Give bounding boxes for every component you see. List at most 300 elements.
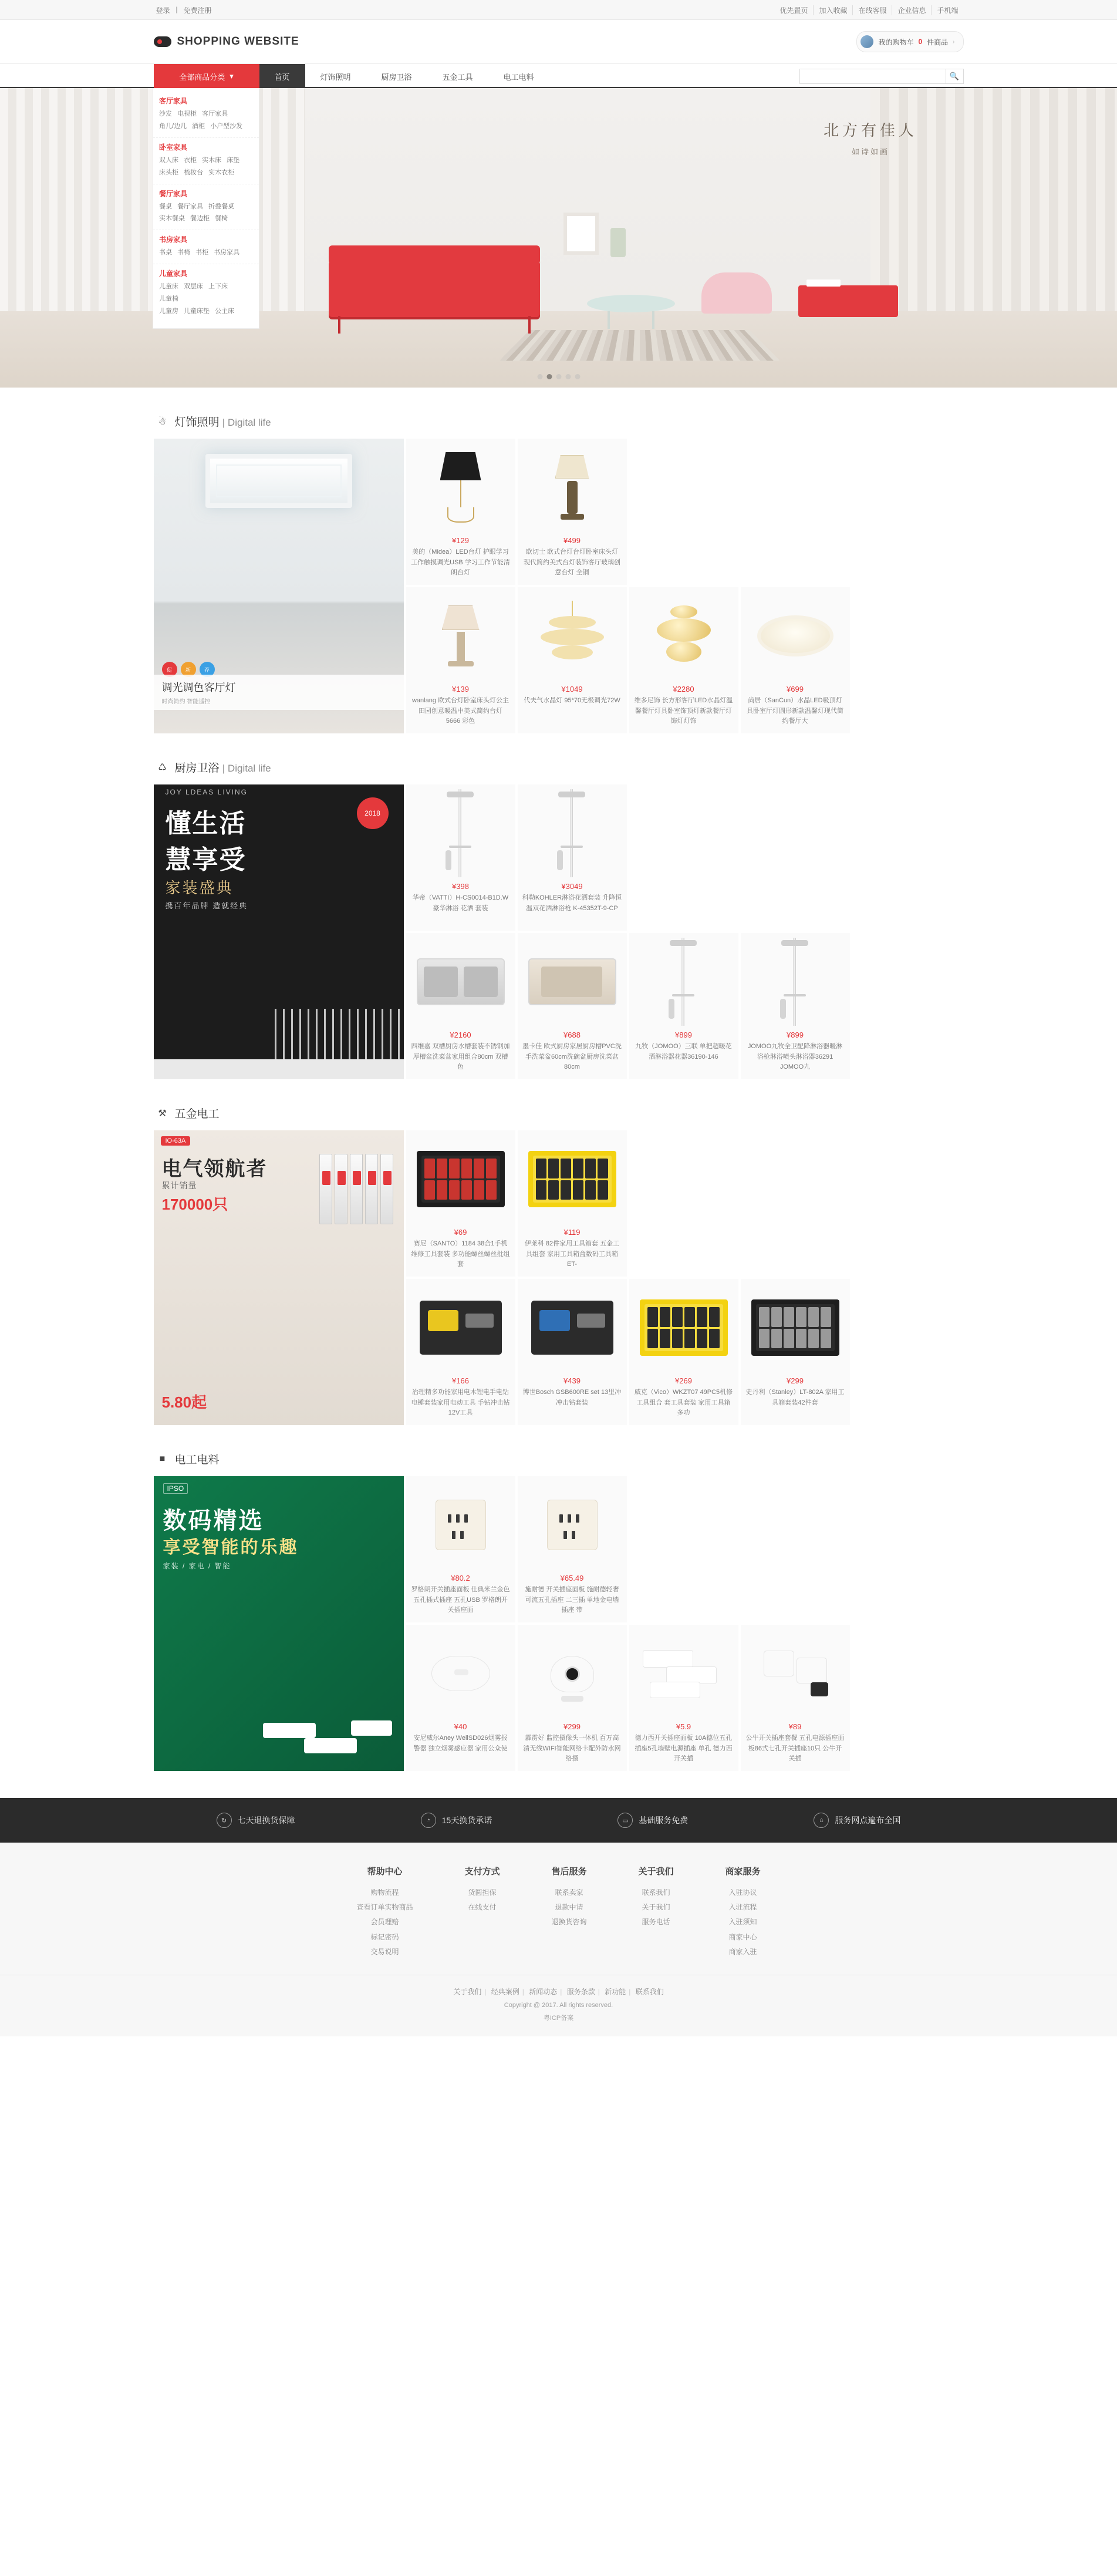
product-card[interactable] bbox=[406, 587, 515, 733]
product-image bbox=[522, 1284, 622, 1372]
hero-banner bbox=[0, 88, 1117, 388]
grid-spacer bbox=[741, 439, 850, 585]
banner-dot[interactable] bbox=[575, 374, 580, 379]
category-link[interactable]: 餐边柜 bbox=[190, 215, 210, 223]
category-link[interactable]: 客厅家具 bbox=[202, 110, 228, 117]
product-card[interactable] bbox=[629, 933, 738, 1079]
product-card[interactable] bbox=[518, 439, 627, 585]
banner-dot[interactable] bbox=[537, 374, 542, 379]
footer-link[interactable]: 商家中心 bbox=[728, 1932, 757, 1941]
product-image bbox=[745, 1629, 845, 1718]
product-card[interactable] bbox=[741, 1625, 850, 1771]
category-links bbox=[159, 108, 253, 133]
promo-title: 数码精选 bbox=[163, 1508, 264, 1534]
shower-faucet-icon bbox=[443, 789, 478, 877]
category-link[interactable]: 实木床 bbox=[202, 156, 222, 164]
all-categories-label: 全部商品分类 bbox=[179, 72, 225, 82]
footer-link[interactable]: 入驻须知 bbox=[728, 1918, 757, 1927]
site-header bbox=[0, 20, 1117, 63]
service-item-network bbox=[814, 1813, 900, 1828]
ceiling-lamp-icon bbox=[205, 454, 352, 508]
section-title bbox=[175, 759, 271, 775]
category-link[interactable]: 角几/边几 bbox=[159, 122, 187, 130]
product-image bbox=[745, 592, 845, 680]
wall-socket-icon bbox=[436, 1500, 486, 1550]
chevron-right-icon: › bbox=[953, 38, 955, 45]
category-group-title: 餐厅家具 bbox=[159, 189, 188, 198]
footer-bottom-link[interactable]: 关于我们 bbox=[453, 1987, 482, 1996]
category-link[interactable]: 儿童床 bbox=[159, 283, 178, 291]
category-link[interactable]: 书椅 bbox=[177, 249, 191, 257]
product-image bbox=[634, 592, 734, 680]
category-link[interactable]: 公主床 bbox=[215, 308, 235, 315]
category-link[interactable]: 沙发 bbox=[159, 110, 172, 117]
nav-item-label: 电工电料 bbox=[503, 72, 534, 82]
banner-red-ottoman bbox=[798, 285, 898, 317]
product-price: ¥129 bbox=[452, 536, 469, 545]
category-group-living bbox=[153, 92, 259, 138]
banner-caption-line1: 北方有佳人 bbox=[823, 122, 917, 139]
product-card[interactable] bbox=[518, 1279, 627, 1425]
service-label: 15天换货承诺 bbox=[441, 1816, 492, 1825]
section-title-cn: 灯饰照明 bbox=[174, 416, 220, 429]
search-icon: 🔍 bbox=[949, 72, 960, 80]
topbar-link-home[interactable]: 优先置页 bbox=[774, 5, 814, 15]
grid-spacer bbox=[741, 1476, 850, 1622]
nav-item-home[interactable] bbox=[259, 64, 305, 89]
footer-icp: 粤ICP备案 bbox=[543, 2014, 574, 2022]
category-link[interactable]: 床头柜 bbox=[159, 169, 178, 176]
section-title-cn: 五金电工 bbox=[174, 1108, 220, 1120]
top-bar bbox=[0, 0, 1117, 20]
product-card[interactable] bbox=[406, 1130, 515, 1277]
promo-small-text: 携百年品牌 造就经典 bbox=[165, 901, 248, 910]
product-price: ¥688 bbox=[563, 1031, 581, 1039]
product-card[interactable] bbox=[406, 1279, 515, 1425]
footer-bottom-link[interactable]: 联系我们 bbox=[635, 1987, 664, 1996]
nav-item-label: 五金工具 bbox=[442, 72, 473, 82]
product-card[interactable] bbox=[741, 933, 850, 1079]
section-title bbox=[175, 1105, 220, 1121]
category-link[interactable]: 床垫 bbox=[227, 156, 240, 164]
truck-icon: ▭ bbox=[617, 1813, 633, 1828]
footer-bottom bbox=[0, 1975, 1117, 2025]
footer-link[interactable]: 服务电话 bbox=[642, 1918, 670, 1927]
promo-subtitle: 累计销量 bbox=[161, 1181, 197, 1190]
search-box bbox=[799, 64, 964, 89]
product-desc: 罗格朗开关插座面板 仕典米兰金色五孔插式插座 五孔USB 罗格朗开关插座面 bbox=[411, 1586, 510, 1614]
nav-item-hardware[interactable] bbox=[427, 64, 488, 89]
category-link[interactable]: 书桌 bbox=[159, 249, 172, 257]
promo-title2: 享受智能的乐趣 bbox=[163, 1538, 299, 1557]
promo-price: 5.80起 bbox=[161, 1393, 207, 1411]
smoke-detector-icon bbox=[431, 1656, 490, 1691]
shower-faucet-icon bbox=[555, 789, 590, 877]
category-panel bbox=[153, 88, 259, 328]
product-price: ¥398 bbox=[452, 882, 469, 891]
product-desc: 代夫气水晶灯 95*70无极调光72W bbox=[524, 697, 620, 704]
footer-link[interactable]: 货圆担保 bbox=[468, 1888, 497, 1897]
category-link[interactable]: 衣柜 bbox=[184, 156, 197, 164]
kitchen-icon: ♺ bbox=[158, 762, 167, 773]
footer-bottom-link[interactable]: 服务条款 bbox=[566, 1987, 595, 1996]
category-link[interactable]: 餐桌 bbox=[159, 203, 172, 210]
section-hardware bbox=[154, 1079, 964, 1425]
product-desc: 四维嘉 双槽厨房水槽套装不锈钢加厚槽盆洗菜盆家用组合80cm 双槽色 bbox=[411, 1043, 510, 1071]
promo-art bbox=[154, 1130, 404, 1425]
promo-banner-hardware[interactable] bbox=[154, 1130, 404, 1425]
product-desc: 德力西开关插座面板 10A德位五孔插座5孔墙壁电源插座 单孔 德力西开关插 bbox=[635, 1735, 733, 1763]
drill-kit-icon bbox=[420, 1301, 502, 1355]
security-camera-icon bbox=[540, 1645, 605, 1702]
grid-spacer bbox=[629, 1130, 738, 1277]
topbar-link-company[interactable]: 企业信息 bbox=[892, 5, 932, 15]
category-group-title: 客厅家具 bbox=[159, 97, 188, 105]
footer-link[interactable]: 入驻协议 bbox=[728, 1888, 757, 1897]
promo-banner-electrical[interactable] bbox=[154, 1476, 404, 1771]
product-price: ¥2160 bbox=[450, 1031, 471, 1039]
product-desc: 美的（Midea）LED台灯 护眼学习工作触摸调光USB 学习工作节能清朗台灯 bbox=[411, 548, 510, 577]
product-price: ¥269 bbox=[675, 1376, 692, 1385]
service-label: 七天退换货保障 bbox=[237, 1816, 295, 1825]
socket-icon: ■ bbox=[159, 1453, 166, 1464]
product-image bbox=[745, 938, 845, 1026]
section-header bbox=[154, 1443, 964, 1476]
product-price: ¥499 bbox=[563, 536, 581, 545]
double-sink-icon bbox=[417, 958, 505, 1005]
service-label: 服务网点遍布全国 bbox=[835, 1816, 901, 1825]
cart-count: 0 bbox=[918, 38, 923, 46]
product-image bbox=[411, 1629, 511, 1718]
nav-item-label: 首页 bbox=[274, 72, 290, 82]
table-lamp-icon bbox=[440, 452, 481, 523]
product-card[interactable] bbox=[741, 1279, 850, 1425]
product-price: ¥89 bbox=[788, 1722, 802, 1731]
product-image bbox=[745, 1284, 845, 1372]
socket-panel-icon bbox=[643, 1646, 725, 1701]
product-image bbox=[411, 789, 511, 877]
topbar-link-service[interactable]: 在线客服 bbox=[853, 5, 892, 15]
product-image bbox=[411, 1481, 511, 1569]
shower-faucet-icon bbox=[778, 938, 813, 1026]
promo-title2: 慧享受 bbox=[165, 846, 247, 874]
product-grid bbox=[154, 784, 964, 1079]
grid-spacer bbox=[629, 784, 738, 931]
product-image bbox=[522, 789, 622, 877]
category-link[interactable]: 儿童房 bbox=[159, 308, 178, 315]
product-card[interactable] bbox=[406, 1625, 515, 1771]
product-card[interactable] bbox=[518, 933, 627, 1079]
site-footer bbox=[0, 1843, 1117, 2036]
banner-dot[interactable] bbox=[565, 374, 571, 379]
product-card[interactable] bbox=[406, 784, 515, 931]
banner-plant bbox=[610, 228, 626, 257]
promo-banner-kitchen[interactable] bbox=[154, 784, 404, 1079]
crystal-lamp-icon bbox=[652, 601, 716, 671]
section-header bbox=[154, 751, 964, 784]
category-link[interactable]: 梳妆台 bbox=[184, 169, 204, 176]
category-group-bedroom bbox=[153, 138, 259, 184]
product-desc: 伊莱科 82件家用工具箱套 五金工具组套 家用工具箱盒数码工具箱 ET- bbox=[524, 1240, 620, 1268]
section-title-en: | Digital life bbox=[222, 417, 271, 428]
product-desc: 霹雳好 监控摄像头一体机 百万高清无线WIFI智能网络卡配外防水网络摄 bbox=[523, 1735, 621, 1763]
main-nav bbox=[0, 63, 1117, 88]
service-item-exchange bbox=[421, 1813, 492, 1828]
product-card[interactable] bbox=[406, 439, 515, 585]
service-item-free bbox=[617, 1813, 688, 1828]
footer-column-merchant bbox=[725, 1865, 761, 1959]
footer-bottom-link[interactable]: 经典案例 bbox=[491, 1987, 519, 1996]
footer-link[interactable]: 购物流程 bbox=[370, 1888, 399, 1897]
footer-link[interactable]: 查看订单实物商品 bbox=[356, 1903, 413, 1912]
banner-dots bbox=[537, 374, 580, 379]
service-label: 基础服务免费 bbox=[639, 1816, 689, 1825]
product-card[interactable] bbox=[518, 1625, 627, 1771]
product-desc: 公牛开关插座套餐 五孔电源插座面板86式七孔开关插座10只 公牛开关插 bbox=[745, 1735, 845, 1763]
tool-icon: ⚒ bbox=[158, 1108, 167, 1119]
footer-column-title: 商家服务 bbox=[725, 1867, 761, 1877]
product-price: ¥2280 bbox=[673, 685, 694, 693]
ceiling-light-icon bbox=[757, 615, 833, 656]
product-image bbox=[522, 1481, 622, 1569]
breaker-art bbox=[319, 1154, 393, 1224]
table-lamp-icon bbox=[555, 455, 589, 520]
chevron-down-icon: ▾ bbox=[230, 72, 234, 80]
header-right bbox=[856, 31, 963, 52]
product-price: ¥40 bbox=[454, 1722, 467, 1731]
all-categories-button[interactable] bbox=[154, 64, 259, 89]
footer-link[interactable]: 标记密码 bbox=[370, 1932, 399, 1941]
product-card[interactable] bbox=[406, 1476, 515, 1622]
footer-bottom-links: 关于我们 | 经典案例 | 新闻动态 | 服务条款 | 新功能 | 联系我们 bbox=[453, 1987, 664, 1996]
product-card[interactable] bbox=[406, 933, 515, 1079]
product-image bbox=[411, 443, 511, 531]
banner-dot-active[interactable] bbox=[546, 374, 552, 379]
product-image bbox=[522, 443, 622, 531]
product-image bbox=[522, 1135, 622, 1223]
search-button[interactable] bbox=[946, 69, 964, 84]
product-card[interactable] bbox=[518, 587, 627, 733]
category-link[interactable]: 儿童椅 bbox=[159, 295, 178, 303]
footer-link[interactable]: 商家入驻 bbox=[728, 1947, 757, 1956]
promo-strip-art bbox=[154, 1059, 404, 1079]
product-desc: 墨卡佳 欧式厨房家居厨房槽PVC洗手洗菜盆60cm洗碗盆厨房洗菜盆80cm bbox=[522, 1043, 622, 1071]
promo-banner-lighting[interactable] bbox=[154, 439, 404, 733]
grid-spacer bbox=[629, 439, 738, 585]
product-card[interactable] bbox=[629, 1625, 738, 1771]
category-links bbox=[159, 281, 253, 318]
category-link[interactable]: 双层床 bbox=[184, 283, 204, 291]
banner-pink-chair bbox=[701, 272, 772, 314]
promo-badge: 2018 bbox=[357, 797, 389, 829]
product-card[interactable] bbox=[518, 1130, 627, 1277]
banner-rug bbox=[500, 330, 781, 361]
category-link[interactable]: 酒柜 bbox=[192, 122, 205, 130]
product-image bbox=[634, 938, 734, 1026]
service-bar bbox=[0, 1798, 1117, 1843]
footer-copyright: Copyright @ 2017. All rights reserved. bbox=[504, 2001, 613, 2009]
category-link[interactable]: 电视柜 bbox=[177, 110, 197, 117]
footer-column-aftersales bbox=[551, 1865, 586, 1959]
tool-case-icon bbox=[528, 1151, 616, 1207]
footer-link[interactable]: 退换货咨询 bbox=[551, 1918, 587, 1927]
product-desc: 尚居（SanCun）水晶LED吸顶灯具卧室厅灯圆形新款温馨灯现代简约餐厅大 bbox=[747, 697, 843, 725]
category-link[interactable]: 实木餐桌 bbox=[159, 215, 185, 223]
section-header bbox=[154, 405, 964, 439]
category-group-title: 卧室家具 bbox=[159, 143, 188, 151]
product-image bbox=[522, 592, 622, 680]
category-group-study bbox=[153, 230, 259, 264]
category-group-title: 儿童家具 bbox=[159, 270, 188, 278]
category-link[interactable]: 实木衣柜 bbox=[208, 169, 235, 176]
category-group-kids bbox=[153, 264, 259, 322]
register-link[interactable]: 免费注册 bbox=[183, 6, 212, 15]
footer-link[interactable]: 在线支付 bbox=[468, 1903, 497, 1912]
banner-caption-line2: 如诗如画 bbox=[851, 147, 889, 157]
site-logo[interactable] bbox=[154, 35, 299, 48]
footer-link[interactable]: 退款中请 bbox=[555, 1903, 583, 1912]
product-price: ¥5.9 bbox=[676, 1722, 691, 1731]
product-price: ¥299 bbox=[787, 1376, 804, 1385]
promo-tag: IPSO bbox=[163, 1483, 188, 1494]
cart-label: 我的购物车 bbox=[878, 38, 914, 46]
login-link[interactable]: 登录 bbox=[156, 6, 170, 15]
grid-spacer bbox=[741, 784, 850, 931]
section-electrical bbox=[154, 1425, 964, 1771]
promo-art bbox=[154, 1476, 404, 1771]
section-title bbox=[175, 413, 271, 429]
product-card[interactable] bbox=[629, 1279, 738, 1425]
nav-item-lighting[interactable] bbox=[305, 64, 366, 89]
footer-link[interactable]: 入驻流程 bbox=[728, 1903, 757, 1912]
nav-item-kitchen[interactable] bbox=[366, 64, 427, 89]
footer-bottom-link[interactable]: 新功能 bbox=[605, 1987, 626, 1996]
promo-subtitle: 时尚简约 智能遥控 bbox=[161, 699, 211, 705]
topbar-link-mobile[interactable]: 手机端 bbox=[937, 6, 959, 15]
product-desc: JOMOO九牧全卫配降淋浴器暖淋浴枪淋浴喷头淋浴器36291 JOMOO九 bbox=[747, 1043, 843, 1071]
product-desc: 科勒KOHLER淋浴花洒套装 升降恒温双花洒淋浴枪 K-45352T-9-CP bbox=[522, 894, 622, 912]
promo-art bbox=[154, 439, 404, 733]
category-link[interactable]: 折叠餐桌 bbox=[208, 203, 235, 210]
section-title bbox=[175, 1451, 220, 1467]
product-image bbox=[411, 938, 511, 1026]
product-desc: 施耐德 开关插座面板 施耐德轻奢可流五孔插座 二三插 单地金电墙插座 带 bbox=[525, 1586, 619, 1614]
promo-title: 电气领航者 bbox=[161, 1158, 268, 1180]
footer-link[interactable]: 联系我们 bbox=[642, 1888, 670, 1897]
topbar-right bbox=[774, 5, 963, 15]
footer-link[interactable]: 关于我们 bbox=[642, 1903, 670, 1912]
product-grid bbox=[154, 439, 964, 733]
category-link[interactable]: 小户型沙发 bbox=[210, 122, 243, 130]
tool-case-icon bbox=[640, 1299, 728, 1356]
footer-link[interactable]: 交易说明 bbox=[370, 1947, 399, 1956]
product-image bbox=[522, 938, 622, 1026]
banner-caption bbox=[800, 116, 941, 160]
tool-case-icon bbox=[751, 1299, 839, 1356]
footer-bottom-link[interactable]: 新闻动态 bbox=[529, 1987, 558, 1996]
product-price: ¥119 bbox=[563, 1228, 581, 1237]
refresh-icon: ↻ bbox=[217, 1813, 232, 1828]
section-lighting bbox=[154, 388, 964, 733]
store-icon: ⌂ bbox=[814, 1813, 829, 1828]
product-price: ¥80.2 bbox=[451, 1574, 470, 1582]
category-link[interactable]: 书柜 bbox=[195, 249, 209, 257]
section-title-en: | Digital life bbox=[222, 763, 271, 774]
category-link[interactable]: 上下床 bbox=[208, 283, 228, 291]
product-desc: wanlang 欧式台灯卧室床头灯公主田园创意暖温中美式简约台灯 5666 彩色 bbox=[411, 697, 509, 725]
product-desc: 欧切士 欧式台灯台灯卧室床头灯 现代简约美式台灯装饰客厅玻璃创意台灯 全铜 bbox=[524, 548, 620, 577]
banner-coffee-table-legs bbox=[608, 311, 654, 329]
footer-link[interactable]: 会员理赔 bbox=[370, 1918, 399, 1927]
chandelier-icon bbox=[537, 601, 608, 671]
clock-icon: ◔ bbox=[421, 1813, 436, 1828]
cart-button[interactable] bbox=[856, 31, 963, 52]
promo-top-text: JOY LDEAS LIVING bbox=[165, 788, 248, 796]
banner-dot[interactable] bbox=[556, 374, 561, 379]
product-price: ¥1049 bbox=[561, 685, 583, 693]
product-price: ¥699 bbox=[787, 685, 804, 693]
power-strip-art bbox=[263, 1720, 398, 1756]
footer-link[interactable]: 联系卖家 bbox=[555, 1888, 583, 1897]
nav-item-label: 厨房卫浴 bbox=[381, 72, 412, 82]
nav-items bbox=[259, 64, 549, 89]
product-desc: 博世Bosch GSB600RE set 13里冲冲击钻套装 bbox=[522, 1389, 622, 1406]
product-card[interactable] bbox=[741, 587, 850, 733]
topbar-link-favorite[interactable]: 加入收藏 bbox=[814, 5, 853, 15]
category-link[interactable]: 餐厅家具 bbox=[177, 203, 204, 210]
product-price: ¥139 bbox=[452, 685, 469, 693]
promo-number: 170000只 bbox=[161, 1196, 228, 1213]
single-sink-icon bbox=[528, 958, 616, 1005]
promo-subtitle: 家装盛典 bbox=[165, 879, 234, 897]
promo-title: 懂生活 bbox=[165, 809, 247, 838]
section-header bbox=[154, 1097, 964, 1130]
banner-sofa bbox=[329, 261, 540, 317]
category-link[interactable]: 双人床 bbox=[159, 156, 178, 164]
promo-badge: 荐 bbox=[200, 662, 215, 677]
avatar bbox=[860, 35, 873, 48]
search-input[interactable] bbox=[799, 69, 946, 84]
product-price: ¥299 bbox=[563, 1722, 581, 1731]
banner-coffee-table bbox=[587, 295, 675, 312]
category-link[interactable]: 书房家具 bbox=[214, 249, 240, 257]
cart-suffix: 件商品 bbox=[927, 38, 949, 46]
promo-badge: 促 bbox=[162, 662, 177, 677]
footer-column-title: 支付方式 bbox=[464, 1867, 500, 1877]
category-link[interactable]: 儿童床垫 bbox=[184, 308, 210, 315]
tool-case-icon bbox=[417, 1151, 505, 1207]
lamp-icon: ☃ bbox=[158, 416, 167, 427]
category-link[interactable]: 餐椅 bbox=[215, 215, 228, 223]
promo-badge: 新 bbox=[181, 662, 196, 677]
product-card[interactable] bbox=[629, 587, 738, 733]
promo-caption bbox=[154, 675, 404, 710]
nav-item-electrical[interactable] bbox=[488, 64, 549, 89]
grid-spacer bbox=[629, 1476, 738, 1622]
product-price: ¥899 bbox=[675, 1031, 692, 1039]
product-card[interactable] bbox=[518, 784, 627, 931]
product-image bbox=[522, 1629, 622, 1718]
table-lamp-icon bbox=[442, 605, 480, 666]
product-card[interactable] bbox=[518, 1476, 627, 1622]
product-desc: 赛尼（SANTO）1184 38合1手机维修工具套装 多功能螺丝螺丝批组套 bbox=[411, 1240, 510, 1268]
service-item-return bbox=[217, 1813, 295, 1828]
product-grid bbox=[154, 1476, 964, 1771]
product-desc: 冶理精多功能家用电木锂电手电钻 电锤套装家用电动工具 手钻冲击钻12V工具 bbox=[411, 1389, 510, 1417]
section-kitchen bbox=[154, 733, 964, 1079]
promo-art bbox=[154, 784, 404, 1079]
promo-title: 调光调色客厅灯 bbox=[161, 682, 236, 693]
